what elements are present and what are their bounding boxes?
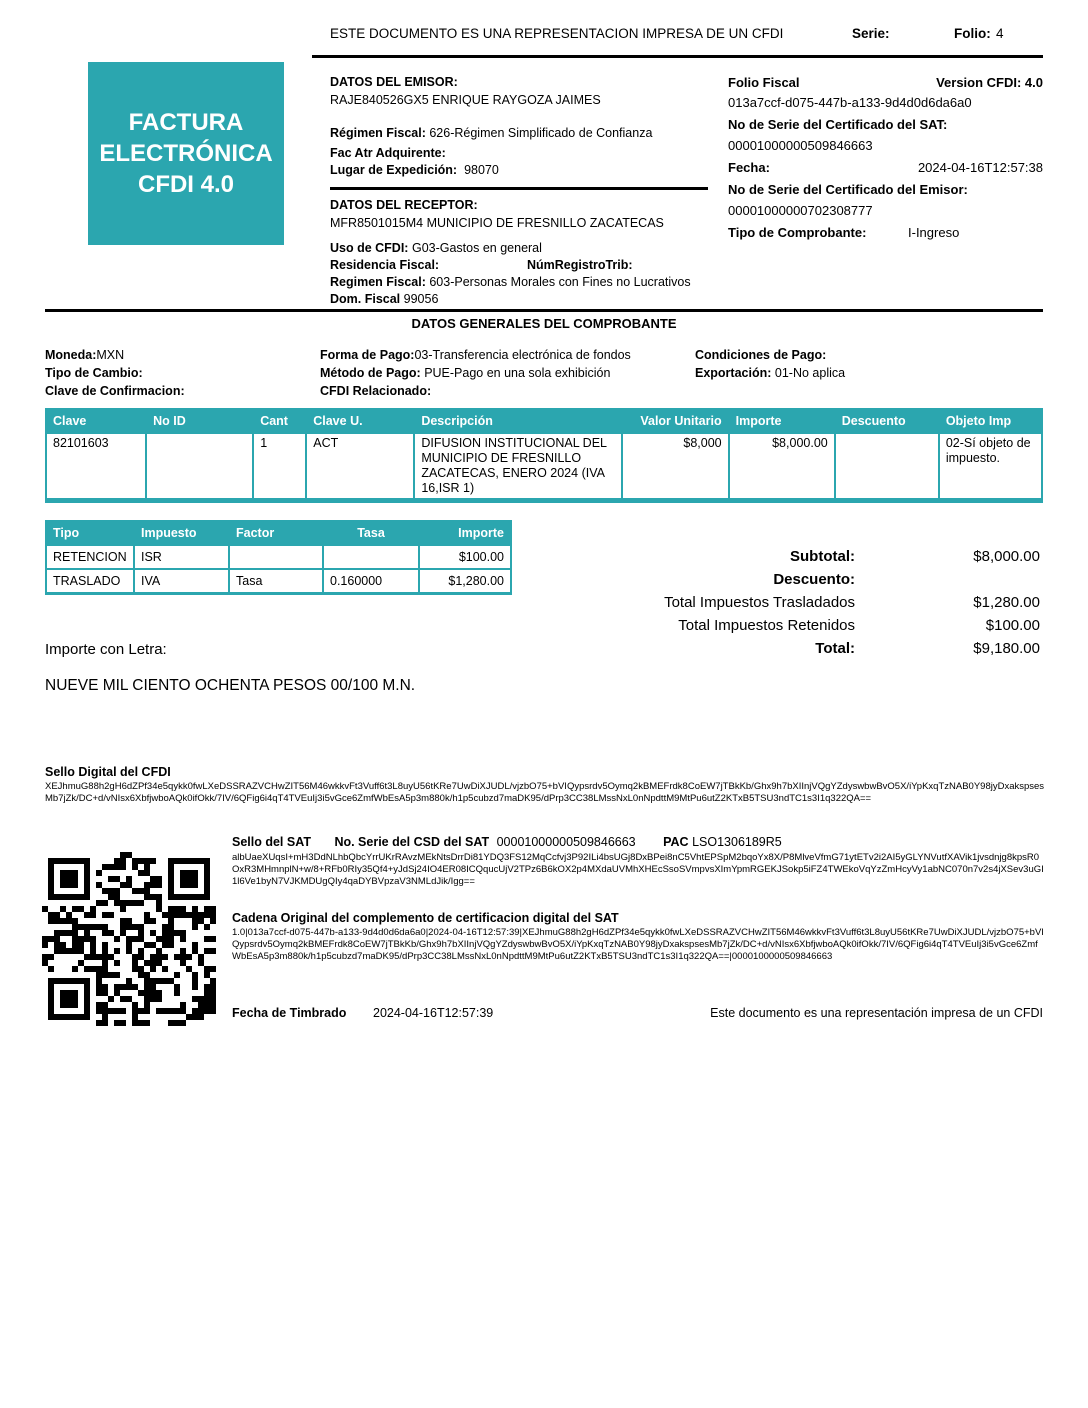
tax-table [45, 520, 512, 595]
col-tipo: Tipo [46, 521, 134, 545]
item-importe: $8,000.00 [729, 433, 835, 501]
col-no-id: No ID [146, 409, 253, 433]
uso-cfdi-label: Uso de CFDI: [330, 241, 409, 255]
dom-fiscal-value: 99056 [403, 292, 439, 306]
fac-atr-label: Fac Atr Adquirente: [330, 146, 446, 160]
trasladados-value: $1,280.00 [973, 594, 1040, 611]
items-header-row [46, 409, 1042, 433]
emisor-name: RAJE840526GX5 ENRIQUE RAYGOZA JAIMES [330, 93, 601, 107]
metodo-pago-row [320, 366, 610, 380]
tipo-comprobante-value: I-Ingreso [908, 225, 960, 240]
tax-tipo: RETENCION [46, 545, 134, 569]
col-tasa: Tasa [323, 521, 419, 545]
col-clave: Clave [46, 409, 146, 433]
receptor-regimen-label: Regimen Fiscal: [330, 275, 426, 289]
lugar-expedicion-label: Lugar de Expedición: [330, 163, 458, 177]
tax-tipo: TRASLADO [46, 569, 134, 593]
banner-line3: CFDI 4.0 [137, 171, 235, 198]
tipo-comprobante-row [728, 225, 1043, 240]
item-descuento [835, 433, 939, 501]
item-valor-unitario: $8,000 [622, 433, 729, 501]
tax-tasa: 0.160000 [323, 569, 419, 593]
forma-pago-label: Forma de Pago: [320, 348, 415, 362]
serie-emisor-label: No de Serie del Certificado del Emisor: [728, 182, 968, 197]
folio-fiscal-value: 013a7ccf-d075-447b-a133-9d4d0d6da6a0 [728, 95, 972, 110]
tax-factor: Tasa [229, 569, 323, 593]
emisor-title: DATOS DEL EMISOR: [330, 75, 458, 89]
item-descripcion: DIFUSION INSTITUCIONAL DEL MUNICIPIO DE FRESNILLO ZACATECAS, ENERO 2024 (IVA 16,ISR 1) [414, 433, 621, 501]
factura-banner [88, 62, 284, 245]
metodo-pago-label: Método de Pago: [320, 366, 421, 380]
generales-title: DATOS GENERALES DEL COMPROBANTE [411, 316, 677, 331]
folio-fiscal-row [728, 75, 1043, 90]
fecha-row [728, 160, 1043, 175]
sello-sat-value: albUaeXUqsI+mH3DdNLhbQbcYrrUKrRAvzMEkNtsDrrDi81YDQ3FS12MqCcfvj3P92ILi4bsUGj8DxBPei8nC5VhtEPSpM2bqoYx8X/P8MlveVfmG71ytETv2i2AI5yGLYNVutfXAVik1jvsdnjg8kpsR0OxR3MHmnplN+w/8+RFb0RIy35Qf4+yJdSj24IO4ER08ICQqucUjV2TPz6B6kOX2p4MXdaUVMhXHEcSsoSVmpvsXImYpmRGEKJSokp5iFZ4TWEkoVqYzZmHcyVy1abNC070n7v2s4jXSev3uGI1l6Ve1byN7VJKMDUgQIy4qaDYBVpzaV3NMLdJik/Igg== [232, 852, 1044, 887]
condiciones-pago-label: Condiciones de Pago: [695, 348, 827, 362]
generales-divider [45, 309, 1043, 312]
version-cfdi-label: Version CFDI: 4.0 [936, 75, 1043, 90]
tax-importe: $100.00 [419, 545, 511, 569]
item-objeto-imp: 02-Sí objeto de impuesto. [939, 433, 1042, 501]
emisor-regimen-label: Régimen Fiscal: [330, 126, 426, 140]
timbrado-note: Este documento es una representación impresa de un CFDI [710, 1006, 1043, 1020]
sello-sat-header [232, 835, 782, 849]
emisor-regimen-value: 626-Régimen Simplificado de Confianza [429, 126, 653, 140]
cadena-title: Cadena Original del complemento de certificacion digital del SAT [232, 911, 619, 925]
col-importe: Importe [729, 409, 835, 433]
receptor-regimen-value: 603-Personas Morales con Fines no Lucrativos [429, 275, 691, 289]
trasladados-label: Total Impuestos Trasladados [664, 594, 855, 611]
lugar-expedicion-value: 98070 [464, 163, 499, 177]
receptor-title: DATOS DEL RECEPTOR: [330, 198, 478, 212]
descuento-label: Descuento: [773, 571, 855, 588]
moneda-row [45, 348, 124, 362]
residencia-row [330, 258, 708, 272]
csd-sat-label: No. Serie del CSD del SAT [334, 835, 490, 849]
exportacion-row [695, 366, 845, 380]
tax-tasa [323, 545, 419, 569]
subtotal-value: $8,000.00 [973, 548, 1040, 565]
col-tax-importe: Importe [419, 521, 511, 545]
folio-fiscal-label: Folio Fiscal [728, 75, 800, 90]
col-descuento: Descuento [835, 409, 939, 433]
sello-sat-label: Sello del SAT [232, 835, 311, 849]
receptor-regimen [330, 275, 691, 289]
tax-factor [229, 545, 323, 569]
item-row [46, 433, 1042, 501]
serie-emisor-value: 00001000000702308777 [728, 203, 873, 218]
document-title: ESTE DOCUMENTO ES UNA REPRESENTACION IMPRESA DE UN CFDI [330, 26, 784, 41]
exportacion-label: Exportación: [695, 366, 772, 380]
moneda-value: MXN [96, 348, 125, 362]
folio-value: 4 [996, 26, 1004, 41]
sello-cfdi-title: Sello Digital del CFDI [45, 765, 171, 779]
forma-pago-row [320, 348, 631, 362]
residencia-label: Residencia Fiscal: [330, 258, 440, 272]
serie-sat-label: No de Serie del Certificado del SAT: [728, 117, 948, 132]
importe-letra-value: NUEVE MIL CIENTO OCHENTA PESOS 00/100 M.N. [45, 677, 416, 694]
lugar-expedicion [330, 163, 499, 177]
serie-label: Serie: [852, 26, 890, 41]
exportacion-value: 01-No aplica [774, 366, 846, 380]
item-clave: 82101603 [46, 433, 146, 501]
tipo-comprobante-label: Tipo de Comprobante: [728, 225, 867, 240]
cfdi-relacionado-label: CFDI Relacionado: [320, 384, 432, 398]
sello-cfdi-value: XEJhmuG88h2gH6dZPf34e5qykk0fwLXeDSSRAZVCHwZIT56M46wkkvFt3Vuff6t3L8uyU56tKRe7UwDiXJUDL/vjzbO75+bVIQypsrdv5Oymq2kBMEFrdk8CoEW7jTBkKb/Ghx9h7bXIInjVQgYZdyswbwBvO5X/iYpKxqTzNAB0Y98jyDxakspsesMb7jZk/DC+d/vNIsx6XbfjwboAQk0ifOkk/7IV/6QFig6i4qT4TVEuIj3i5vGce6ZmfWbEsA5p3m880k/h1p5cubzd7maDK95/dPrp3CC38LMssNxL0nNpdttM9MtPu6utZ2KTxB5TSU3ndTC1s3I1q322QA== [45, 781, 1045, 804]
banner-line1: FACTURA [128, 109, 244, 136]
top-divider [312, 55, 1043, 58]
csd-sat-value: 00001000000509846663 [496, 835, 636, 849]
tax-row [46, 569, 511, 593]
col-valor-unitario: Valor Unitario [622, 409, 729, 433]
tax-importe: $1,280.00 [419, 569, 511, 593]
tipo-cambio-label: Tipo de Cambio: [45, 366, 143, 380]
col-clave-u: Clave U. [306, 409, 414, 433]
col-descripcion: Descripción [414, 409, 621, 433]
emisor-receptor-divider [330, 187, 708, 190]
metodo-pago-value: PUE-Pago en una sola exhibición [424, 366, 611, 380]
emisor-regimen [330, 126, 652, 140]
dom-fiscal-label: Dom. Fiscal [330, 292, 401, 306]
moneda-label: Moneda: [45, 348, 97, 362]
num-registro-label: NúmRegistroTrib: [527, 258, 633, 272]
tax-impuesto: IVA [134, 569, 229, 593]
uso-cfdi [330, 241, 542, 255]
item-clave-u: ACT [306, 433, 414, 501]
item-no-id [146, 433, 253, 501]
retenidos-value: $100.00 [985, 617, 1040, 634]
importe-letra-label: Importe con Letra: [45, 641, 167, 658]
timbrado-value: 2024-04-16T12:57:39 [373, 1006, 494, 1020]
col-cant: Cant [253, 409, 306, 433]
receptor-name: MFR8501015M4 MUNICIPIO DE FRESNILLO ZACATECAS [330, 216, 664, 230]
pac-label: PAC [663, 835, 689, 849]
folio-label: Folio: [954, 26, 991, 41]
items-table [45, 408, 1043, 503]
serie-sat-value: 00001000000509846663 [728, 138, 873, 153]
total-value: $9,180.00 [973, 640, 1040, 657]
qr-code [42, 852, 216, 1026]
dom-fiscal [330, 292, 438, 306]
col-factor: Factor [229, 521, 323, 545]
tax-row [46, 545, 511, 569]
cadena-value: 1.0|013a7ccf-d075-447b-a133-9d4d0d6da6a0|2024-04-16T12:57:39|XEJhmuG88h2gH6dZPf34e5qykk0fwLXeDSSRAZVCHwZIT56M46wkkvFt3Vuff6t3L8uyU56tKRe7UwDiXJUDL/vjzbO75+bVIQypsrdv5Oymq2kBMEFrdk8CoEW7jTBkKb/Ghx9h7bXIInjVQgYZdyswbwBvO5X/iYpKxqTzNAB0Y98jyDxakspsesMb7jZk/DC+d/vNIsx6XbfjwboAQk0ifOkk/7IV/6QFig6i4qT4TVEuIj3i5vGce6ZmfWbEsA5p3m880k/h1p5cubzd7maDK95/dPrp3CC38LMssNxL0nNpdttM9MtPu6utZ2KTxB5TSU3ndTC1s3I1q322QA==|0000100000509846663 [232, 927, 1044, 962]
retenidos-label: Total Impuestos Retenidos [678, 617, 855, 634]
col-impuesto: Impuesto [134, 521, 229, 545]
pac-value: LSO1306189R5 [692, 835, 782, 849]
fecha-label: Fecha: [728, 160, 770, 175]
tax-impuesto: ISR [134, 545, 229, 569]
timbrado-label: Fecha de Timbrado [232, 1006, 347, 1020]
total-label: Total: [815, 640, 855, 657]
item-cant: 1 [253, 433, 306, 501]
uso-cfdi-value: G03-Gastos en general [411, 241, 542, 255]
clave-confirmacion-label: Clave de Confirmacion: [45, 384, 185, 398]
col-objeto-imp: Objeto Imp [939, 409, 1042, 433]
forma-pago-value: 03-Transferencia electrónica de fondos [414, 348, 631, 362]
subtotal-label: Subtotal: [790, 548, 855, 565]
banner-line2: ELECTRÓNICA [99, 140, 273, 167]
tax-header-row [46, 521, 511, 545]
fecha-value: 2024-04-16T12:57:38 [917, 160, 1043, 175]
